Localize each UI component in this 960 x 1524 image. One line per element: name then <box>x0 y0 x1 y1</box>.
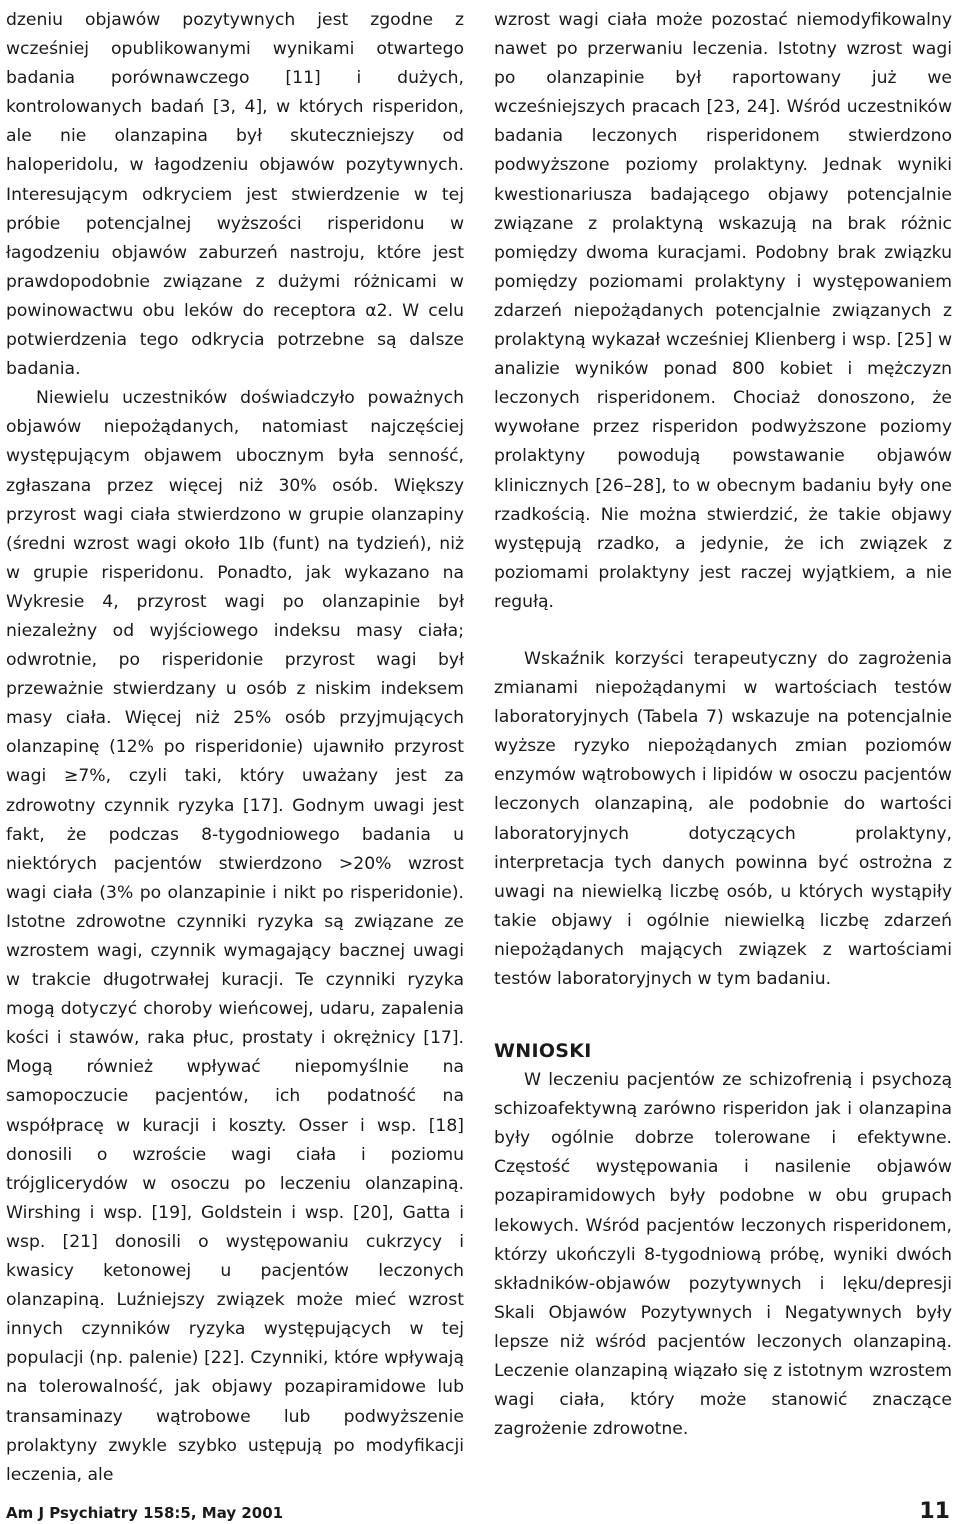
right-paragraph-2: Wskaźnik korzyści terapeutyczny do zagrożenia zmianami niepożądanymi w wartościach testów laboratoryjnych (Tabela 7) wskazuje na potencjalnie wyższe ryzyko niepożądanych zmian poziomów enzymów wątrobowych i lipidów w osoczu pacjentów leczonych olanzapiną, ale podobnie do wartości laboratoryjnych dotyczących prolaktyny, interpretacja tych danych powinna być ostrożna z uwagi na niewielką liczbę osób, u których wystąpiły takie objawy i ogólnie niewielką liczbę zdarzeń niepożądanych mających związek z wartościami testów laboratoryjnych w tym badaniu. <box>494 648 952 989</box>
conclusions-paragraph: W leczeniu pacjentów ze schizofrenią i psychozą schizoafektywną zarówno risperidon jak i olanzapina były ogólnie dobrze tolerowane i efektywne. Częstość występowania i nasilenie objawów pozapiramidowych były podobne w obu grupach lekowych. Wśród pacjentów leczonych risperidonem, którzy ukończyli 8-tygodniową próbę, wyniki dwóch składników-objawów pozytywnych i lęku/depresji Skali Objawów Pozytywnych i Negatywnych były lepsze niż wśród pacjentów leczonych olanzapiną. Leczenie olanzapiną wiązało się z istotnym wzrostem wagi ciała, który może stanowić znaczące zagrożenie zdrowotne. <box>494 1070 952 1440</box>
journal-citation: Am J Psychiatry 158:5, May 2001 <box>6 1504 284 1522</box>
page-number: 11 <box>919 1499 950 1524</box>
section-heading-conclusions: WNIOSKI <box>494 1040 592 1063</box>
right-column <box>494 6 952 1444</box>
right-paragraph-1: wzrost wagi ciała może pozostać niemodyfikowalny nawet po przerwaniu leczenia. Istotny wzrost wagi po olanzapinie był raportowany już we wcześniejszych pracach [23, 24]. Wśród uczestników badania leczonych risperidonem stwierdzono podwyższone poziomy prolaktyny. Jednak wyniki kwestionariusza badającego objawy potencjalnie związane z prolaktyną wskazują na brak różnic pomiędzy dwoma kuracjami. Podobny brak związku pomiędzy poziomami prolaktyny i występowaniem zdarzeń niepożądanych potencjalnie związanych z prolaktyną wykazał wcześniej Klienberg i wsp. [25] w analizie wyników ponad 800 kobiet i mężczyzn leczonych risperidonem. Chociaż donoszono, że wywołane przez risperidon podwyższone poziomy prolaktyny powodują powstawanie objawów klinicznych [26–28], to w obecnym badaniu były one rzadkością. Nie można stwierdzić, że takie objawy występują rzadko, a jedynie, że ich związek z poziomami prolaktyny jest raczej wyjątkiem, a nie regułą. <box>494 10 952 612</box>
left-paragraph-2: Niewielu uczestników doświadczyło poważnych objawów niepożądanych, natomiast najczęściej występującym objawem ubocznym była senność, zgłaszana przez więcej niż 30% osób. Większy przyrost wagi ciała stwierdzono w grupie olanzapiny (średni wzrost wagi około 1Ib (funt) na tydzień), niż w grupie risperidonu. Ponadto, jak wykazano na Wykresie 4, przyrost wagi po olanzapinie był niezależny od wyjściowego indeksu masy ciała; odwrotnie, po risperidonie przyrost wagi był przeważnie stwierdzany u osób z niskim indeksem masy ciała. Więcej niż 25% osób przyjmujących olanzapinę (12% po risperidonie) ujawniło przyrost wagi ≥7%, czyli taki, który uważany jest za zdrowotny czynnik ryzyka [17]. Godnym uwagi jest fakt, że podczas 8-tygodniowego badania u niektórych pacjentów stwierdzono >20% wzrost wagi ciała (3% po olanzapinie i nikt po risperidonie). Istotne zdrowotne czynniki ryzyka są związane ze wzrostem wagi, czynnik wymagający bacznej uwagi w trakcie długotrwałej kuracji. Te czynniki ryzyka mogą dotyczyć choroby wieńcowej, udaru, zapalenia kości i stawów, raka płuc, prostaty i okrężnicy [17]. Mogą również wpływać niepomyślnie na samopoczucie pacjentów, ich podatność na współpracę w kuracji i koszty. Osser i wsp. [18] donosili o wzroście wagi ciała i poziomu trójglicerydów w osoczu po leczeniu olanzapiną. Wirshing i wsp. [19], Goldstein i wsp. [20], Gatta i wsp. [21] donosili o występowaniu cukrzycy i kwasicy ketonowej u pacjentów leczonych olanzapiną. Luźniejszy związek może mieć wzrost innych czynników ryzyka występujących w tej populacji (np. palenie) [22]. Czynniki, które wpływają na tolerowalność, jak objawy pozapiramidowe lub transaminazy wątrobowe lub podwyższenie prolaktyny zwykle szybko ustępują po modyfikacji leczenia, ale <box>6 388 464 1485</box>
left-paragraph-1: dzeniu objawów pozytywnych jest zgodne z wcześniej opublikowanymi wynikami otwartego badania porównawczego [11] i dużych, kontrolowanych badań [3, 4], w których risperidon, ale nie olanzapina był skuteczniejszy od haloperidolu, w łagodzeniu objawów pozytywnych. Interesującym odkryciem jest stwierdzenie w tej próbie potencjalnej wyższości risperidonu w łagodzeniu objawów zaburzeń nastroju, które jest prawdopodobnie związane z dużymi różnicami w powinowactwu obu leków do receptora α2. W celu potwierdzenia tego odkrycia potrzebne są dalsze badania. <box>6 10 464 380</box>
left-column <box>6 6 464 1490</box>
page-footer <box>6 1498 950 1524</box>
